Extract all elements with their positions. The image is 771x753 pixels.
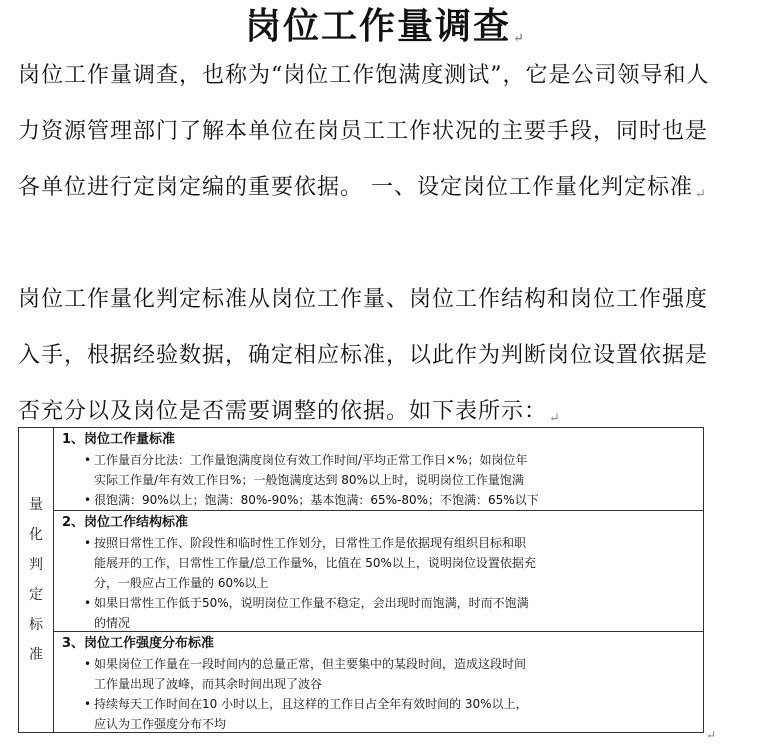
item-line: 实际工作量/年有效工作日%；一般饱满度达到 80%以上时，说明岗位工作量饱满 [94,473,524,487]
section-title: 3、岗位工作强度分布标准 [62,636,215,651]
work-intensity-section [54,631,703,734]
table-label-char: 准 [29,647,43,663]
bullet-icon: • [84,596,92,610]
paragraph-mark-icon: ↵ [549,411,561,426]
paragraph-mark-icon: ↵ [513,31,526,46]
criteria-table [18,427,704,733]
table-body [54,428,703,732]
table-label-column [19,428,54,732]
table-label-char: 定 [29,587,43,603]
bullet-icon: • [84,493,92,507]
bullet-icon: • [84,453,92,467]
list-item [62,533,703,593]
list-item [62,654,703,694]
section-title: 1、岗位工作量标准 [62,432,176,447]
bullet-icon: • [84,536,92,550]
bullet-icon: • [84,657,92,671]
work-structure-section [54,510,703,631]
intro-paragraph: 岗位工作量调查，也称为“岗位工作饱满度测试”，它是公司领导和人力资源管理部门了解本单位在岗员工工作状况的主要手段，同时也是各单位进行定岗定编的重要依据。 一、设定岗位工作量化判定标准 ↵ [18,63,710,202]
item-line: 很饱满：90%以上；饱满：80%-90%；基本饱满：65%-80%；不饱满：65%以下 [94,493,539,507]
table-label-char: 标 [29,617,43,633]
table-label-char: 量 [29,497,43,513]
item-line: 如果岗位工作量在一段时间内的总量正常，但主要集中的某段时间，造成这段时间 [94,657,527,671]
criteria-paragraph: 岗位工作量化判定标准从岗位工作量、岗位工作结构和岗位工作强度入手，根据经验数据，确定相应标准，以此作为判断岗位设置依据是否充分以及岗位是否需要调整的依据。如下表所示： ↵ [18,287,709,426]
item-line: 应认为工作强度分布不均 [94,717,227,731]
item-line: 分，一般应占工作量的 60%以上 [94,576,269,590]
section-title: 2、岗位工作结构标准 [62,515,189,530]
item-line: 工作量百分比法：工作量饱满度岗位有效工作时间/平均正常工作日×%；如岗位年 [94,453,528,467]
item-line: 能展开的工作，日常性工作量/总工作量%，比值在 50%以上，说明岗位设置依据充 [94,556,536,570]
list-item [62,450,703,490]
item-line: 按照日常性工作、阶段性和临时性工作划分，日常性工作是依据现有组织目标和职 [94,536,527,550]
item-line: 如果日常性工作低于50%，说明岗位工作量不稳定，会出现时而饱满，时而不饱满 [94,596,529,610]
list-item [62,694,703,734]
document-title: 岗位工作量调查 ↵ [245,5,526,47]
list-item [62,490,703,510]
table-label-char: 化 [29,527,43,543]
workload-standard-section [54,428,703,510]
list-item [62,593,703,633]
item-line: 的情况 [94,616,131,630]
paragraph-mark-icon: ↵ [706,728,717,742]
table-label-char: 判 [29,557,43,573]
bullet-icon: • [84,697,92,711]
item-line: 工作量出现了波峰，而其余时间出现了波谷 [94,677,323,691]
item-line: 持续每天工作时间在10 小时以上，且这样的工作日占全年有效时间的 30%以上， [94,697,528,711]
paragraph-mark-icon: ↵ [695,187,707,202]
